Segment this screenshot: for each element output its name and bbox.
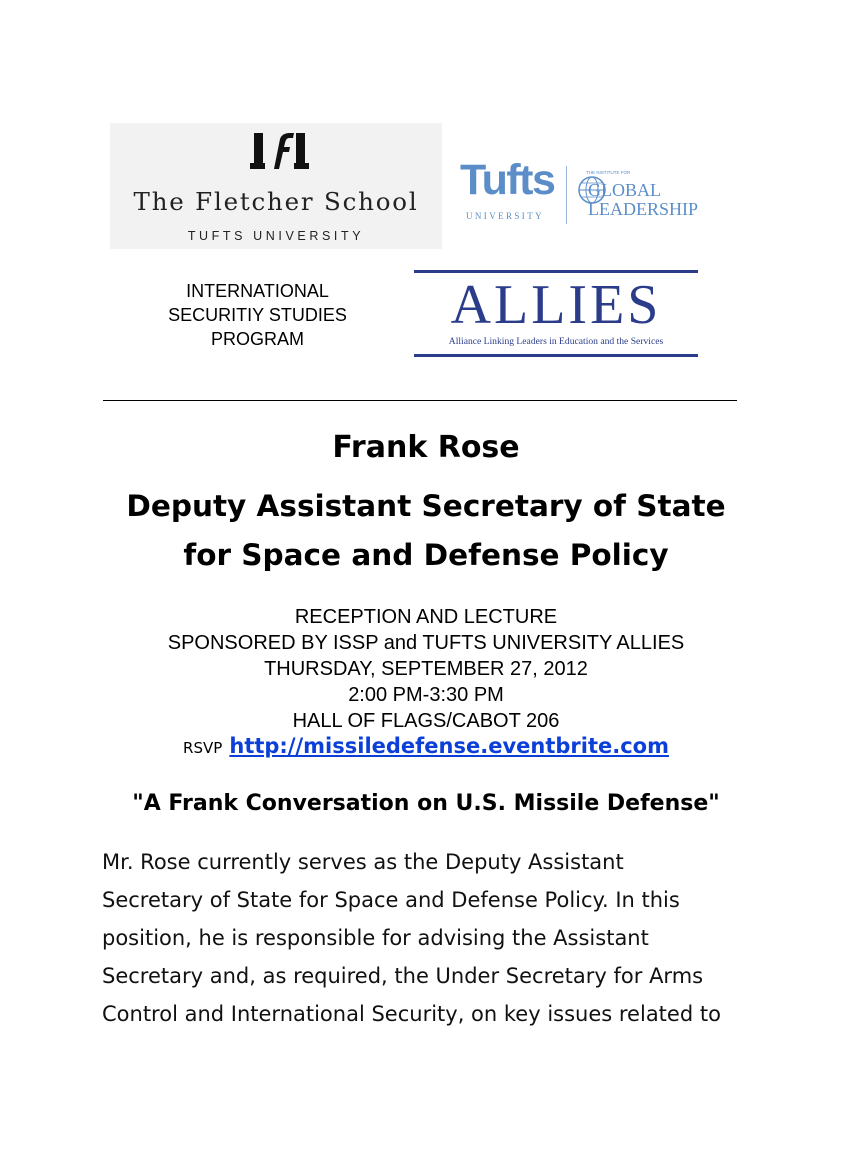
event-details [0,604,852,734]
issp-line: PROGRAM [210,329,304,349]
global-label: GLOBAL [588,180,661,200]
fletcher-monogram-icon [250,131,310,171]
bio-line: position, he is responsible for advising the Assistant [102,926,649,950]
fletcher-school-logo [110,123,442,249]
fletcher-school-name: The Fletcher School [133,187,419,216]
event-sponsors: SPONSORED BY ISSP and TUFTS UNIVERSITY ALLIES [167,632,685,654]
event-time: 2:00 PM-3:30 PM [348,684,504,706]
logo-divider [566,166,567,224]
tufts-wordmark: Tufts [460,156,555,204]
speaker-title-line: Deputy Assistant Secretary of State [126,489,726,523]
bio-line: Secretary of State for Space and Defense Policy. In this [102,888,680,912]
rsvp-link[interactable]: http://missiledefense.eventbrite.com [229,734,669,758]
issp-line: INTERNATIONAL [186,281,329,301]
leadership-label: LEADERSHIP [588,199,699,219]
speaker-bio [102,843,762,1033]
allies-bottom-rule [414,354,698,357]
talk-title: "A Frank Conversation on U.S. Missile Defense" [132,791,720,816]
speaker-title-line: for Space and Defense Policy [183,538,669,572]
bio-line: Control and International Security, on key issues related to [102,1002,721,1026]
tufts-global-leadership-logo [458,156,728,226]
fletcher-school-subtitle: TUFTS UNIVERSITY [187,229,365,243]
allies-wordmark: ALLIES [450,274,662,336]
event-location: HALL OF FLAGS/CABOT 206 [292,710,560,732]
rsvp-line [0,734,852,758]
institute-label: THE INSTITUTE FOR [586,170,631,175]
bio-line: Secretary and, as required, the Under Secretary for Arms [102,964,704,988]
divider-line [103,400,737,401]
bio-line: Mr. Rose currently serves as the Deputy Assistant [102,850,624,874]
tufts-university-label: UNIVERSITY [466,211,544,221]
speaker-title [0,482,852,580]
rsvp-label: RSVP [183,739,223,757]
speaker-name: Frank Rose [332,430,520,465]
event-date: THURSDAY, SEPTEMBER 27, 2012 [264,658,588,680]
allies-top-rule [414,270,698,273]
issp-program-name [150,279,365,351]
allies-subtitle: Alliance Linking Leaders in Education and the Services [448,336,664,347]
issp-line: SECURITIY STUDIES [168,305,347,325]
event-type: RECEPTION AND LECTURE [294,606,558,628]
allies-logo [414,270,698,360]
